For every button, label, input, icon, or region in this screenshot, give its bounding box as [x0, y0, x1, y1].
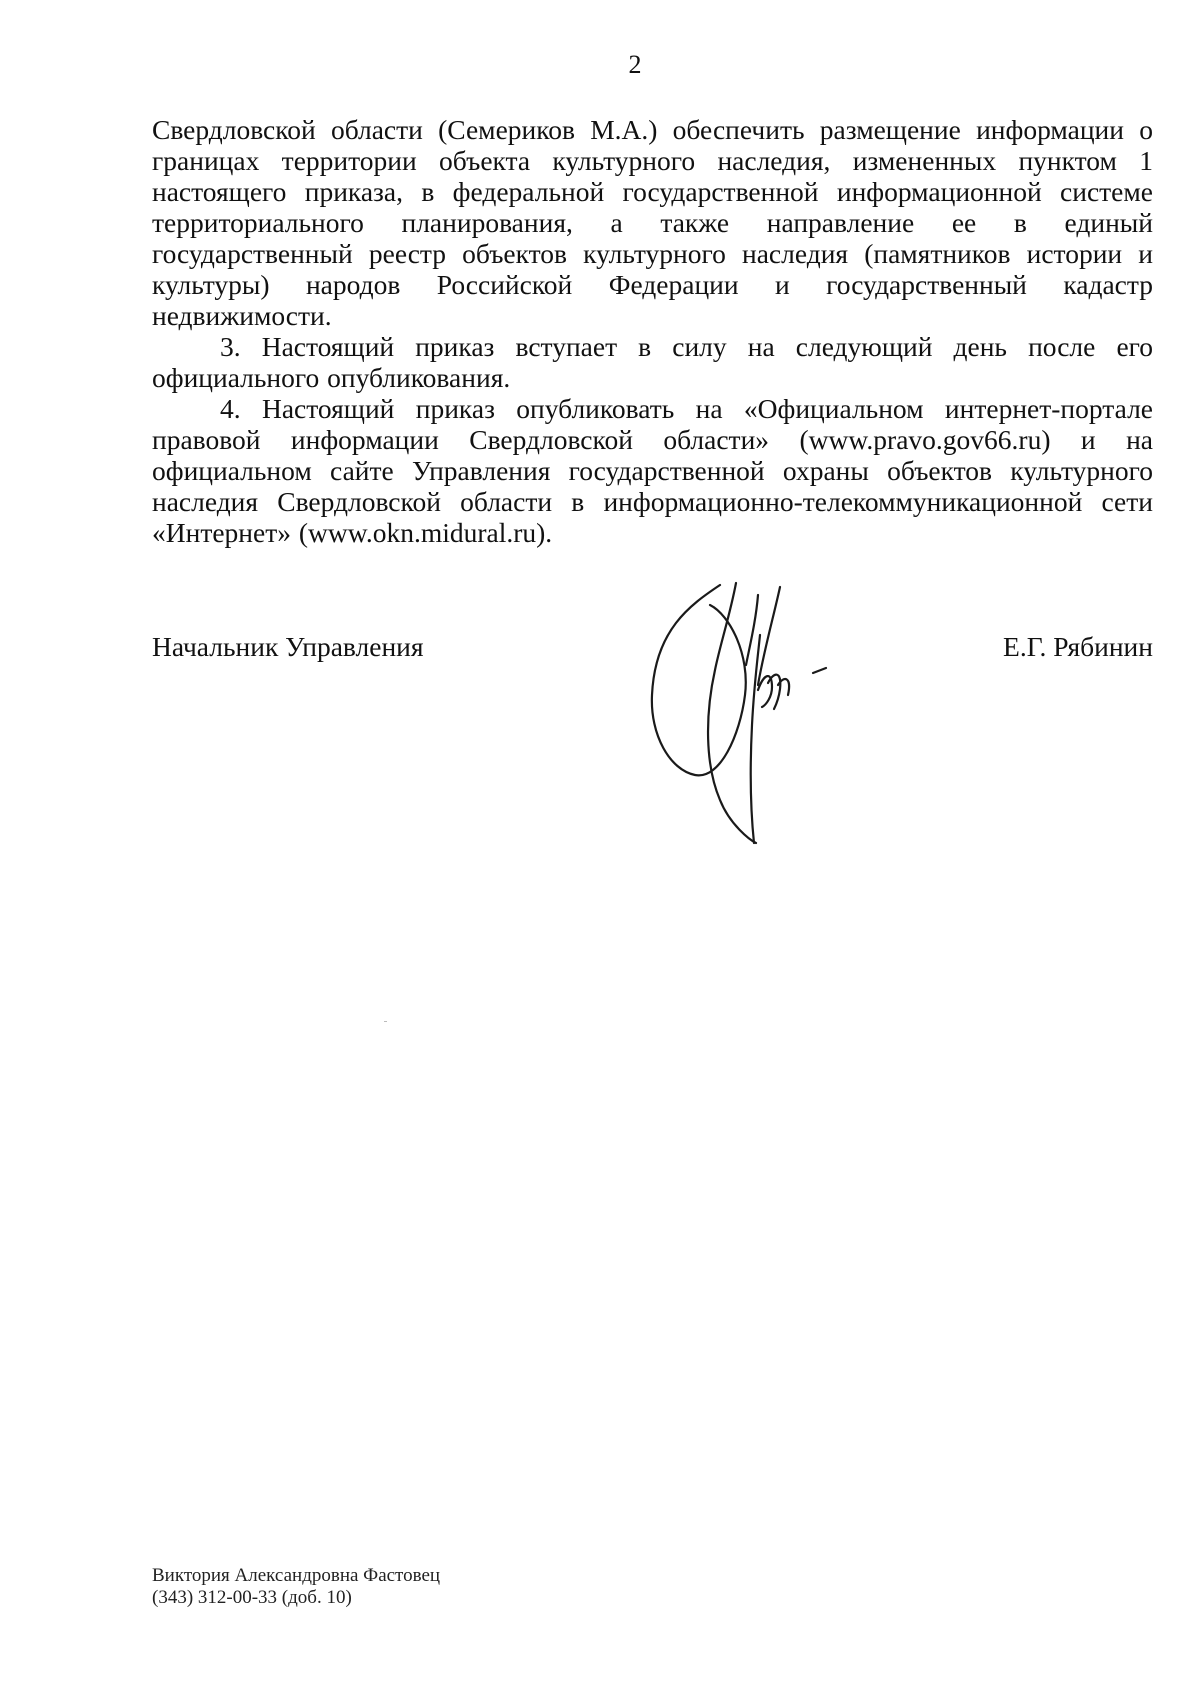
paragraph-item-4: 4. Настоящий приказ опубликовать на «Официальном интернет-портале правовой информации Свердловской области» (www.pravo.gov66.ru) и на официальном сайте Управления государственной охраны объектов культурного наследия Свердловской области в информационно-телекоммуникационной сети «Интернет» (www.okn.midural.ru).	[152, 393, 1153, 548]
executor-phone: (343) 312-00-33 (доб. 10)	[152, 1587, 352, 1608]
document-body	[152, 114, 1153, 548]
executor-info	[152, 1565, 440, 1609]
executor-name: Виктория Александровна Фастовец	[152, 1565, 441, 1586]
paragraph-item-3: 3. Настоящий приказ вступает в силу на следующий день после его официального опубликования.	[152, 331, 1153, 393]
scan-speck	[384, 1021, 387, 1022]
page-number: 2	[628, 50, 642, 79]
signatory-position: Начальник Управления	[152, 631, 424, 662]
handwritten-signature	[650, 575, 900, 845]
signatory-name: Е.Г. Рябинин	[1003, 631, 1153, 662]
paragraph-continuation: Свердловской области (Семериков М.А.) обеспечить размещение информации о границах территории объекта культурного наследия, измененных пунктом 1 настоящего приказа, в федеральной государственной информационной системе территориального планирования, а также направление ее в единый государственный реестр объектов культурного наследия (памятников истории и культуры) народов Российской Федерации и государственный кадастр недвижимости.	[152, 114, 1153, 331]
